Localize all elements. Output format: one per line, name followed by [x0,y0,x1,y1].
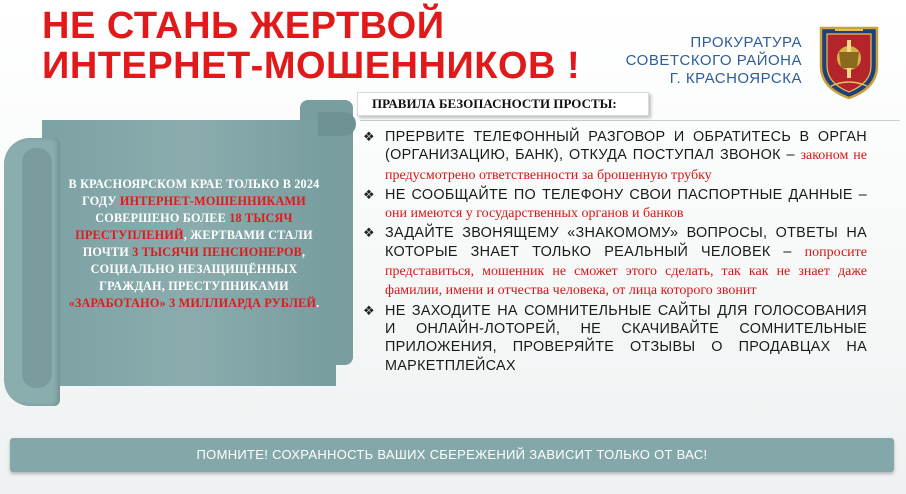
title-line-1: НЕ СТАНЬ ЖЕРТВОЙ [42,5,445,47]
list-item: ❖ НЕ СООБЩАЙТЕ ПО ТЕЛЕФОНУ СВОИ ПАСПОРТНЫЕ ДАННЫЕ – они имеются у государственных органов и банков [363,186,867,222]
prosecutor-emblem-icon [817,22,881,100]
page-title [42,6,622,86]
title-line-2: ИНТЕРНЕТ-МОШЕННИКОВ ! [42,45,581,87]
organization-name [592,34,802,88]
org-line-2: СОВЕТСКОГО РАЙОНА [625,52,802,69]
rules-header: ПРАВИЛА БЕЗОПАСНОСТИ ПРОСТЫ: [357,92,649,116]
scroll-top-curl [318,112,356,136]
diamond-bullet-icon: ❖ [363,129,375,144]
list-item: ❖ ЗАДАЙТЕ ЗВОНЯЩЕМУ «ЗНАКОМОМУ» ВОПРОСЫ, ОТВЕТЫ НА КОТОРЫЕ ЗНАЕТ ТОЛЬКО РЕАЛЬНЫЙ ЧЕЛОВЕК – попросите представиться, мошенник не сможет этого сделать, так как не знает даже фамилии, имени и отчества человека, от лица которого звонит [363,225,867,299]
diamond-bullet-icon: ❖ [363,186,375,202]
divider-right [360,120,900,121]
org-line-1: ПРОКУРАТУРА [690,34,802,51]
org-line-3: Г. КРАСНОЯРСКА [669,70,802,87]
list-item: ❖ ПРЕРВИТЕ ТЕЛЕФОННЫЙ РАЗГОВОР И ОБРАТИТЕСЬ В ОРГАН (ОРГАНИЗАЦИЮ, БАНК), ОТКУДА ПОСТУПАЛ ЗВОНОК – законом не предусмотрено ответственности за брошенную трубку [363,129,867,183]
diamond-bullet-icon: ❖ [363,302,375,318]
scroll-left-curl-inner [22,148,52,388]
rules-list [363,128,867,377]
diamond-bullet-icon: ❖ [363,225,375,241]
bottom-banner: ПОМНИТЕ! СОХРАННОСТЬ ВАШИХ СБЕРЕЖЕНИЙ ЗАВИСИТ ТОЛЬКО ОТ ВАС! [10,438,894,472]
statistics-text: В КРАСНОЯРСКОМ КРАЕ ТОЛЬКО В 2024 ГОДУ ИНТЕРНЕТ-МОШЕННИКАМИ СОВЕРШЕНО БОЛЕЕ 18 ТЫСЯЧ ПРЕСТУПЛЕНИЙ, ЖЕРТВАМИ СТАЛИ ПОЧТИ 3 ТЫСЯЧИ ПЕНСИОНЕРОВ, СОЦИАЛЬНО НЕЗАЩИЩЁННЫХ ГРАЖДАН, ПРЕСТУПНИКАМИ «ЗАРАБОТАНО» 3 МИЛЛИАРДА РУБЛЕЙ. [68,177,320,310]
list-item: ❖ НЕ ЗАХОДИТЕ НА СОМНИТЕЛЬНЫЕ САЙТЫ ДЛЯ ГОЛОСОВАНИЯ И ОНЛАЙН-ЛОТОРЕЙ, НЕ СКАЧИВАЙТЕ СОМНИТЕЛЬНЫЕ ПРИЛОЖЕНИЯ, ПРОВЕРЯЙТЕ ОТЗЫВЫ О ПРОДАВЦАХ НА МАРКЕТПЛЕЙСАХ [363,302,867,374]
